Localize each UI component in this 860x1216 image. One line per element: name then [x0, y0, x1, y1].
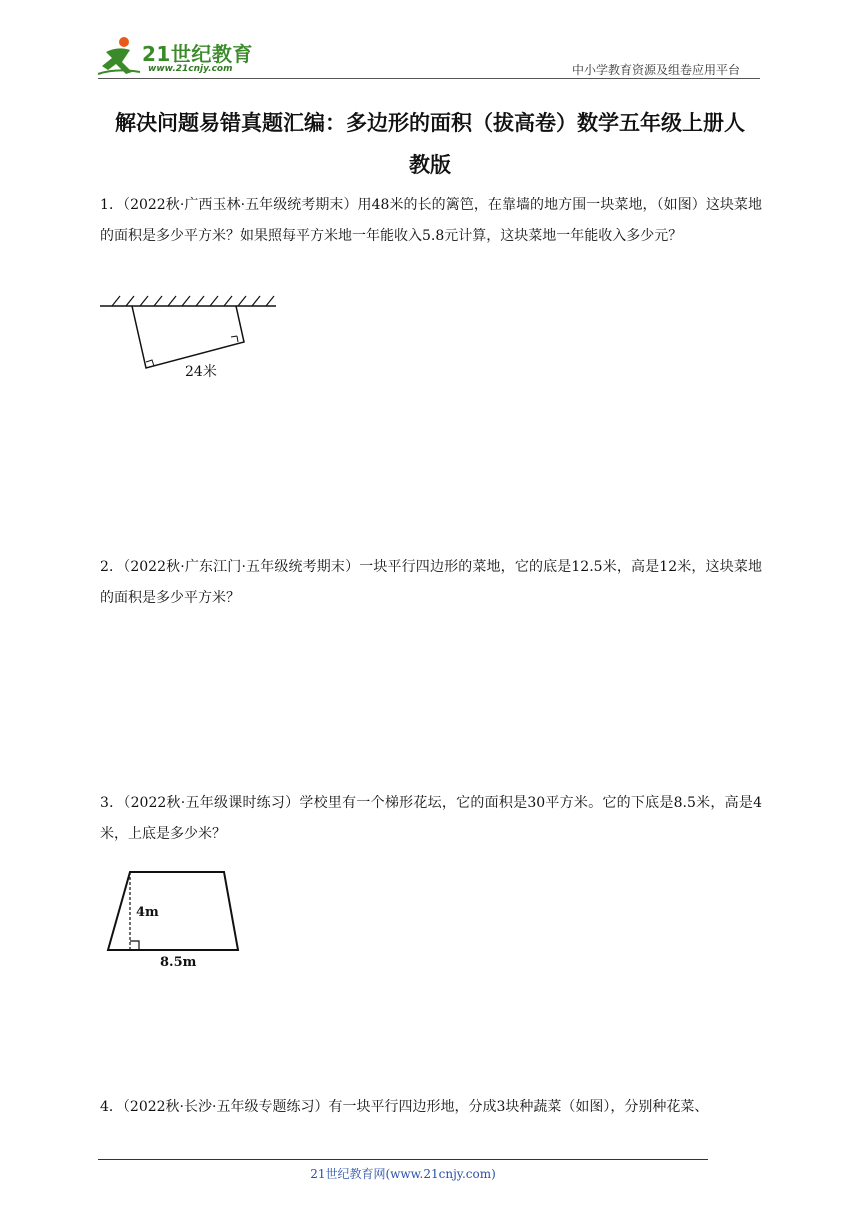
question-3	[100, 788, 762, 850]
runner-logo-icon	[96, 34, 144, 78]
figure-1-label: 24米	[185, 364, 217, 380]
question-text: （2022秋·长沙·五年级专题练习）有一块平行四边形地，分成3块种蔬菜（如图），分别种花菜、	[122, 1099, 709, 1115]
header-logo	[96, 34, 266, 78]
question-number: 1．	[100, 197, 124, 213]
question-text: （2022秋·五年级课时练习）学校里有一个梯形花坛，它的面积是30平方米。它的下底是8.5米，高是4米，上底是多少米？	[100, 795, 762, 842]
question-number: 4．	[100, 1099, 123, 1115]
platform-name: 中小学教育资源及组卷应用平台	[572, 63, 741, 77]
footer-link[interactable]: 21世纪教育网(www.21cnjy.com)	[310, 1167, 496, 1181]
question-number: 3．	[100, 795, 124, 811]
question-1	[100, 190, 762, 252]
figure-3-base-label: 8.5m	[160, 955, 197, 970]
page-title-line1: 解决问题易错真题汇编：多边形的面积（拔高卷）数学五年级上册人	[115, 110, 745, 135]
question-4	[100, 1092, 762, 1123]
question-text: （2022秋·广西玉林·五年级统考期末）用48米的长的篱笆，在靠墙的地方围一块菜地，（如图）这块菜地的面积是多少平方米？如果照每平方米地一年能收入5.8元计算，这块菜地一年能收入多少元？	[100, 197, 762, 244]
footer-divider	[98, 1159, 708, 1160]
question-text: （2022秋·广东江门·五年级统考期末）一块平行四边形的菜地，它的底是12.5米，高是12米，这块菜地的面积是多少平方米？	[100, 559, 762, 606]
figure-3-height-label: 4m	[136, 905, 159, 920]
logo-url: www.21cnjy.com	[148, 64, 233, 74]
question-2	[100, 552, 762, 614]
question-number: 2．	[100, 559, 124, 575]
page-title-line2: 教版	[409, 152, 451, 177]
logo-name: 21世纪教育	[142, 42, 253, 66]
header-divider	[98, 78, 760, 79]
trapezoid-figure	[104, 866, 244, 956]
